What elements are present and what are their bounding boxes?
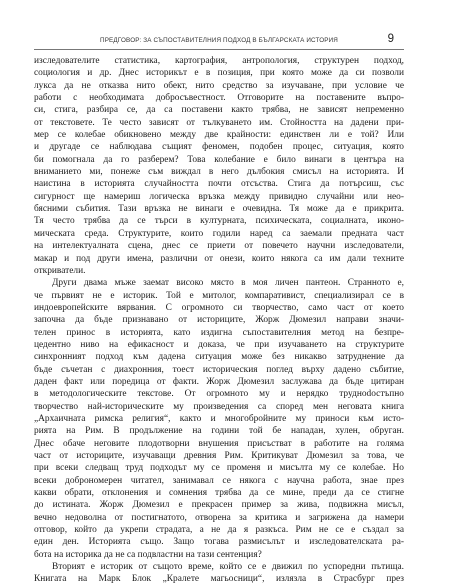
text-line: телен принос в историята, като издигна съпоставителния метод на безпре- <box>34 327 404 338</box>
text-line: си, стига, разбира се, да са поставени както трябва, не зависят непременно <box>34 105 404 116</box>
header-rule <box>34 49 404 50</box>
text-line: Днес обаче неговите плодотворни внушения присъстват в работите на голяма <box>34 438 404 449</box>
body-text <box>34 55 404 584</box>
text-line: творчество най-историческите му произведения са според мен неговата книга <box>34 401 404 412</box>
text-line: бясними събития. Тази връзка не винаги е очевидна. Тя може да е прикрита. <box>34 204 404 215</box>
text-line: вниманието ми, понеже съм виждал в него дълбокия смисъл на историята. И <box>34 167 404 178</box>
text-line: в методологическите текстове. От огромното му и нерядко трудноdостъпно <box>34 389 404 400</box>
text-line: Книгата на Марк Блок „Кралете магьосници“, излязла в Страсбург през <box>34 574 404 584</box>
text-line: мер се колебае обикновено между две крайности: единствен ли е той? Или <box>34 130 404 141</box>
text-line: бъде съчетан с диахронния, тоест историческия поглед върху дадено събитие, <box>34 364 404 375</box>
text-line: би помогнала да го разберем? Това колебание е било винаги в центъра на <box>34 154 404 165</box>
text-line: какви обрати, отклонения и сомнения трябва да се мине, преди да се стигне <box>34 488 404 499</box>
text-line: че първият не е историк. Той е митолог, компаративист, специализирал се в <box>34 290 404 301</box>
text-line: наистина в историята случайността почти отсъства. Стига да потърсиш, със <box>34 179 404 190</box>
text-line: при всеки следващ труд подходът му се променя и мисълта му се колебае. Но <box>34 463 404 474</box>
text-line: бота на историка да не са подвластни на тази сентенция? <box>34 549 262 560</box>
text-line: до истината. Жорж Дюмезил е прекрасен пример за жива, подвижна мисъл, <box>34 500 404 511</box>
text-line: даден факт или поредица от факти. Жорж Дюмезил заслужава да бъде цитиран <box>34 376 404 387</box>
text-line: Тя често трябва да се търси в културната, психическата, социалната, иконо- <box>34 216 404 227</box>
text-line: рията на Рим. В продължение на години той бе нападан, хулен, обруган. <box>34 426 404 437</box>
text-line: част от историците, изучаващи древния Рим. Критикуват Дюмезил за това, че <box>34 451 404 461</box>
text-line: „Архаичната римска религия“, както и многобройните му приноси към исто- <box>34 413 404 424</box>
text-line: един ден. Историята също. Защо тогава размисълът и изследователската ра- <box>34 537 404 548</box>
page-number: 9 <box>387 33 394 45</box>
text-line: изследователите статистика, картография, антропология, структурен подход, <box>34 56 404 66</box>
text-line: всеки доброномерен читател, занимавал се някога с научна работа, знае през <box>34 475 404 486</box>
text-line: макар и под други имена, различни от онези, които някога са им дали техните <box>34 253 404 264</box>
text-line: социология и др. Днес историкът е в позиция, при която може да си позволи <box>34 68 404 79</box>
text-line: започна да бъде признавано от историците, Жорж Дюмезил направи значи- <box>34 315 404 326</box>
text-line: на интелектуалната сцена, днес се приети от повечето научни изследователи, <box>34 241 404 252</box>
text-line: сигурност ще намериш логическа връзка между привидно случайни или нео- <box>34 191 404 202</box>
text-line: работи с необходимата добросъвестност. Отговорите на поставените въпро- <box>34 93 404 104</box>
text-line: от текстовете. Те често зависят от тълкуването им. Стойността на дадени при- <box>34 117 404 128</box>
text-line: цедентно ниво на ефикасност и доказа, че при изучаването на структурите <box>34 339 404 350</box>
text-line: и другаде се наблюдава същият феномен, подобен процес, ситуация, която <box>34 142 404 153</box>
text-line: индоевропейските вярвания. С огромното си творчество, само част от което <box>34 302 404 313</box>
text-line: мическата среда. Структурите, които годили наред са заемали предната част <box>34 228 404 239</box>
paragraph-start-line: Вторият е историк от същото време, който се е движил по успоредни пътища. <box>52 562 404 573</box>
text-line: откриватели. <box>34 265 86 276</box>
paragraph-start-line: Други двама мъже заемат високо място в моя личен пантеон. Странното е, <box>52 278 404 289</box>
text-line: синхронният подход към дадена ситуация може без никакво затруднение да <box>34 352 404 363</box>
text-line: отговор, който да укрепи страдата, а не да я разкъса. Рим не се е създал за <box>34 525 404 536</box>
text-line: лукса да не отказва нито обект, нито средство за изучаване, при условие че <box>34 80 404 91</box>
running-head-title: ПРЕДГОВОР: ЗА СЪПОСТАВИТЕЛНИЯ ПОДХОД В БЪЛГАРСКАТА ИСТОРИЯ <box>100 37 338 44</box>
text-line: вечно недоволна от постигнатото, отворена за критика и загрижена да намери <box>34 512 404 523</box>
